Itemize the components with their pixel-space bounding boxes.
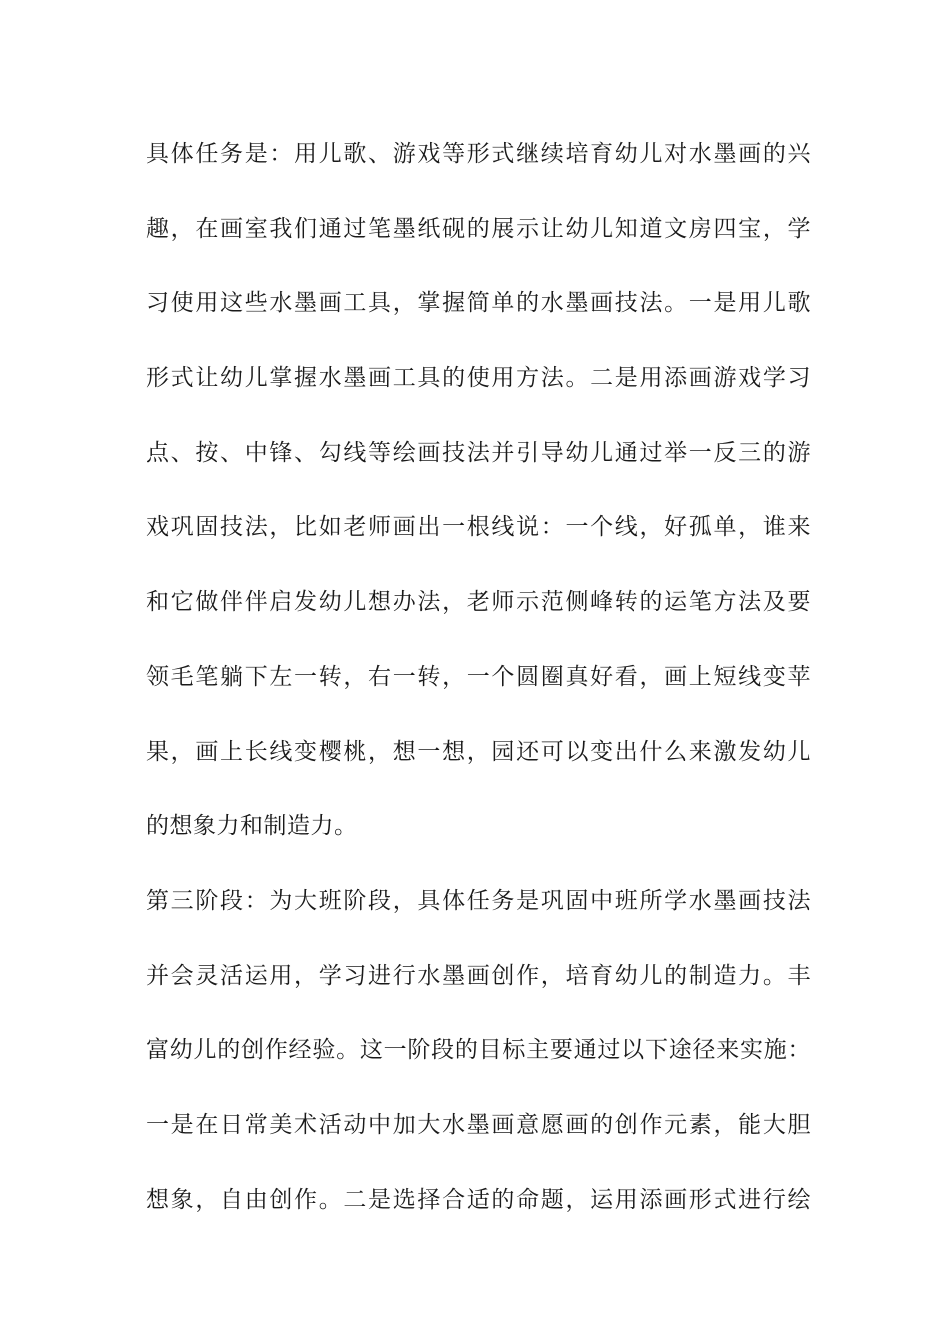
body-text (146, 126, 811, 1246)
text-line: 一是在日常美术活动中加大水墨画意愿画的创作元素，能大胆 (146, 1111, 811, 1138)
text-line: 趣，在画室我们通过笔墨纸砚的展示让幼儿知道文房四宝，学 (146, 215, 811, 242)
text-line: 领毛笔躺下左一转，右一转，一个圆圈真好看，画上短线变苹 (146, 663, 811, 690)
text-line: 习使用这些水墨画工具，掌握简单的水墨画技法。一是用儿歌 (146, 290, 811, 317)
text-line: 戏巩固技法，比如老师画出一根线说：一个线，好孤单，谁来 (146, 514, 811, 541)
text-line: 的想象力和制造力。 (146, 813, 358, 840)
text-line: 和它做伴伴启发幼儿想办法，老师示范侧峰转的运笔方法及要 (146, 589, 811, 616)
text-line: 形式让幼儿掌握水墨画工具的使用方法。二是用添画游戏学习 (146, 365, 811, 392)
text-line: 点、按、中锋、勾线等绘画技法并引导幼儿通过举一反三的游 (146, 439, 811, 466)
text-line: 并会灵活运用，学习进行水墨画创作，培育幼儿的制造力。丰 (146, 962, 811, 989)
text-line: 富幼儿的创作经验。这一阶段的目标主要通过以下途径来实施： (146, 1037, 811, 1064)
text-line: 想象，自由创作。二是选择合适的命题，运用添画形式进行绘 (146, 1186, 811, 1213)
text-line: 第三阶段：为大班阶段，具体任务是巩固中班所学水墨画技法 (146, 887, 811, 914)
text-line: 果，画上长线变樱桃，想一想，园还可以变出什么来激发幼儿 (146, 738, 811, 765)
text-line: 具体任务是：用儿歌、游戏等形式继续培育幼儿对水墨画的兴 (146, 141, 811, 167)
